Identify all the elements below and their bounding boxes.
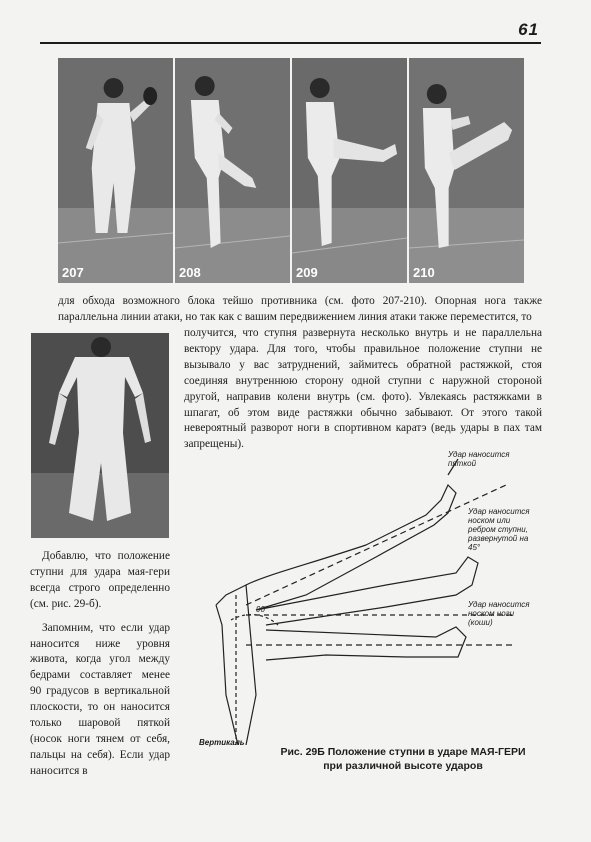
- karate-photo-image: [292, 58, 407, 283]
- paragraph-right: получится, что ступня развернута несколько внутрь и не параллельна вектору удара. Для того, чтобы правильное положение ступни не вызывало у вас затруднений, займитесь обратной растяжкой, стоя соединяя внутреннюю сторону одной ступни с наружной стороной другой, направив колени внутрь (см. фото). Увлекаясь растяжками в шпагат, об этом виде растяжки обычно забывают. От этого такой невероятный разворот ноги в спортивном каратэ (ведь удары в пах там запрещены).: [184, 327, 542, 451]
- photo-number: 209: [296, 265, 318, 280]
- header-rule: [40, 42, 541, 44]
- annotation-toe: Удар наносится носком ноги (коши): [468, 600, 530, 627]
- page-number: 61: [518, 20, 539, 39]
- figure-caption: [268, 745, 538, 773]
- stretch-photo: [31, 333, 169, 538]
- karate-photo-image: [409, 58, 524, 283]
- photo-strip: [58, 58, 524, 283]
- angle-arc: [231, 615, 278, 625]
- photo-number: 207: [62, 265, 84, 280]
- photo-208: [175, 58, 290, 283]
- paragraph-left-1: Добавлю, что положение ступни для удара мая-гери всегда строго определенно (см. рис. 29-б).: [30, 550, 170, 610]
- photo-number: 210: [413, 265, 435, 280]
- vertical-label: Вертикаль: [199, 738, 245, 747]
- photo-number: 208: [179, 265, 201, 280]
- karate-photo-image: [58, 58, 173, 283]
- standing-leg: [216, 605, 238, 745]
- annotation-heel: Удар наносится пяткой: [448, 450, 510, 468]
- photo-207: [58, 58, 173, 283]
- angle-label: 90°: [256, 605, 269, 614]
- photo-210: [409, 58, 524, 283]
- caption-line-2: при различной высоте ударов: [323, 760, 483, 772]
- stretch-photo-image: [31, 333, 169, 538]
- annotation-edge: Удар наносится носком или ребром ступни, развернутой на 45°: [468, 507, 530, 552]
- kick-diagram-drawing: [186, 445, 546, 745]
- paragraph-top: для обхода возможного блока тейшо противника (см. фото 207-210). Опорная нога также параллельна линии атаки, но так как с вашим передвижением линия атаки также переместится, то: [58, 295, 542, 323]
- kick-diagram: [186, 445, 546, 745]
- left-column: [30, 549, 170, 788]
- photo-209: [292, 58, 407, 283]
- leg-low: [266, 627, 466, 660]
- paragraph-left-2: Запомним, что если удар наносится ниже уровня живота, когда угол между бедрами составляет менее 90 градусов в вертикальной плоскости, то он наносится только шаровой пяткой (носок ноги тянем от себя, пальцы на себя). Если удар наносится в: [30, 621, 170, 777]
- karate-photo-image: [175, 58, 290, 283]
- caption-line-1: Рис. 29Б Положение ступни в ударе МАЯ-ГЕРИ: [280, 746, 526, 758]
